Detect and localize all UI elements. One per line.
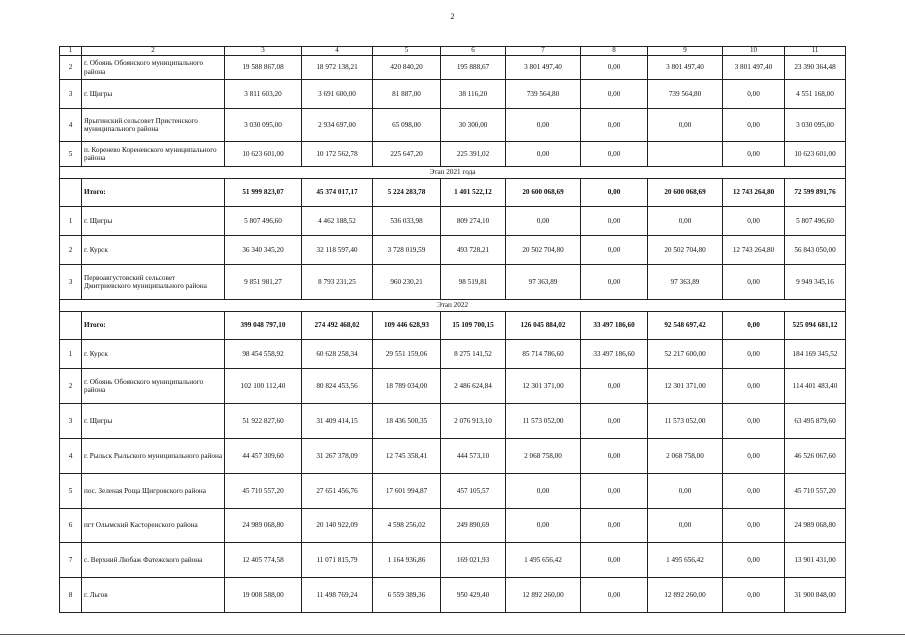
amount-cell: 18 972 138,21 — [302, 56, 373, 80]
amount-cell: 10 623 601,00 — [225, 142, 302, 167]
amount-cell: 2 076 913,10 — [441, 404, 506, 439]
table-row — [60, 340, 846, 369]
amount-cell: 63 495 879,60 — [785, 404, 846, 439]
amount-cell: 31 267 378,09 — [302, 439, 373, 474]
amount-cell: 126 045 884,02 — [506, 312, 581, 340]
amount-cell: 12 301 371,00 — [648, 369, 723, 404]
amount-cell: 0,00 — [648, 207, 723, 236]
column-header: 9 — [648, 47, 723, 56]
amount-cell: 420 840,20 — [373, 56, 441, 80]
amount-cell: 0,00 — [723, 543, 785, 578]
municipality-cell: г. Обоянь Обоянского муниципального района — [82, 56, 225, 80]
amount-cell: 98 454 558,92 — [225, 340, 302, 369]
amount-cell: 36 340 345,20 — [225, 236, 302, 265]
amount-cell: 109 446 628,93 — [373, 312, 441, 340]
amount-cell: 5 224 283,78 — [373, 179, 441, 207]
table-row — [60, 207, 846, 236]
row-number-cell: 1 — [60, 340, 82, 369]
amount-cell: 23 390 364,48 — [785, 56, 846, 80]
column-header: 1 — [60, 47, 82, 56]
amount-cell: 2 934 697,00 — [302, 109, 373, 142]
amount-cell: 20 502 704,80 — [648, 236, 723, 265]
amount-cell: 0,00 — [581, 369, 648, 404]
table-row — [60, 369, 846, 404]
amount-cell: 97 363,89 — [648, 265, 723, 300]
amount-cell: 0,00 — [723, 80, 785, 109]
amount-cell: 8 275 141,52 — [441, 340, 506, 369]
amount-cell: 46 526 067,60 — [785, 439, 846, 474]
amount-cell: 3 691 600,00 — [302, 80, 373, 109]
amount-cell: 274 492 468,02 — [302, 312, 373, 340]
column-header: 5 — [373, 47, 441, 56]
amount-cell: 809 274,10 — [441, 207, 506, 236]
municipality-cell: г. Щигры — [82, 80, 225, 109]
amount-cell: 80 824 453,56 — [302, 369, 373, 404]
amount-cell: 32 118 597,40 — [302, 236, 373, 265]
amount-cell: 11 573 052,00 — [648, 404, 723, 439]
column-header-row — [60, 47, 846, 56]
table-row — [60, 265, 846, 300]
amount-cell: 3 030 095,00 — [785, 109, 846, 142]
amount-cell: 0,00 — [581, 439, 648, 474]
amount-cell: 17 601 994,87 — [373, 474, 441, 509]
amount-cell: 249 890,69 — [441, 509, 506, 543]
amount-cell: 4 462 188,52 — [302, 207, 373, 236]
amount-cell: 0,00 — [648, 509, 723, 543]
amount-cell: 65 098,00 — [373, 109, 441, 142]
stage-label: Этап 2022 — [60, 300, 846, 312]
total-row — [60, 312, 846, 340]
stage-label: Этап 2021 года — [60, 167, 846, 179]
amount-cell: 0,00 — [506, 142, 581, 167]
table-row — [60, 236, 846, 265]
total-row — [60, 179, 846, 207]
amount-cell: 102 100 112,40 — [225, 369, 302, 404]
amount-cell: 81 887,00 — [373, 80, 441, 109]
amount-cell: 4 598 256,02 — [373, 509, 441, 543]
row-number-cell: 1 — [60, 207, 82, 236]
amount-cell: 18 789 034,00 — [373, 369, 441, 404]
amount-cell: 739 564,80 — [506, 80, 581, 109]
municipality-cell: г. Курск — [82, 340, 225, 369]
amount-cell: 0,00 — [723, 404, 785, 439]
table-row — [60, 109, 846, 142]
amount-cell: 4 551 168,00 — [785, 80, 846, 109]
amount-cell: 950 429,40 — [441, 578, 506, 613]
amount-cell: 10 172 562,78 — [302, 142, 373, 167]
amount-cell: 52 217 600,00 — [648, 340, 723, 369]
amount-cell: 3 728 019,59 — [373, 236, 441, 265]
row-number-cell: 2 — [60, 56, 82, 80]
amount-cell: 195 888,67 — [441, 56, 506, 80]
amount-cell: 0,00 — [506, 474, 581, 509]
municipality-cell: п. Коренево Кореневского муниципального района — [82, 142, 225, 167]
amount-cell: 2 068 758,00 — [648, 439, 723, 474]
municipality-cell: г. Щигры — [82, 404, 225, 439]
table-body — [60, 47, 846, 613]
table-row — [60, 56, 846, 80]
table-row — [60, 439, 846, 474]
amount-cell: 38 116,20 — [441, 80, 506, 109]
amount-cell: 56 843 050,00 — [785, 236, 846, 265]
amount-cell: 0,00 — [581, 543, 648, 578]
amount-cell: 20 502 704,80 — [506, 236, 581, 265]
amount-cell: 27 651 456,76 — [302, 474, 373, 509]
amount-cell: 5 807 496,60 — [785, 207, 846, 236]
amount-cell: 0,00 — [723, 369, 785, 404]
amount-cell: 1 401 522,12 — [441, 179, 506, 207]
municipality-cell: Итого: — [82, 179, 225, 207]
amount-cell: 5 807 496,60 — [225, 207, 302, 236]
row-number-cell — [60, 312, 82, 340]
amount-cell: 3 811 603,20 — [225, 80, 302, 109]
amount-cell: 0,00 — [581, 80, 648, 109]
amount-cell: 85 714 786,60 — [506, 340, 581, 369]
row-number-cell: 4 — [60, 439, 82, 474]
amount-cell: 20 600 068,69 — [506, 179, 581, 207]
amount-cell: 51 922 827,60 — [225, 404, 302, 439]
row-number-cell: 3 — [60, 265, 82, 300]
column-header: 10 — [723, 47, 785, 56]
amount-cell: 19 588 867,08 — [225, 56, 302, 80]
amount-cell: 0,00 — [648, 109, 723, 142]
municipality-cell: г. Курск — [82, 236, 225, 265]
amount-cell: 493 728,21 — [441, 236, 506, 265]
column-header: 4 — [302, 47, 373, 56]
stage-row — [60, 167, 846, 179]
amount-cell: 92 548 697,42 — [648, 312, 723, 340]
column-header: 6 — [441, 47, 506, 56]
amount-cell: 3 801 497,40 — [723, 56, 785, 80]
amount-cell: 10 623 601,00 — [785, 142, 846, 167]
amount-cell: 3 030 095,00 — [225, 109, 302, 142]
column-header: 8 — [581, 47, 648, 56]
amount-cell: 0,00 — [506, 109, 581, 142]
municipality-cell: г. Льгов — [82, 578, 225, 613]
amount-cell: 169 021,93 — [441, 543, 506, 578]
row-number-cell: 4 — [60, 109, 82, 142]
finance-table — [59, 46, 846, 613]
amount-cell: 0,00 — [581, 142, 648, 167]
amount-cell: 98 519,81 — [441, 265, 506, 300]
amount-cell: 0,00 — [723, 578, 785, 613]
amount-cell: 3 801 497,40 — [648, 56, 723, 80]
amount-cell: 114 401 483,40 — [785, 369, 846, 404]
amount-cell: 1 495 656,42 — [506, 543, 581, 578]
amount-cell: 0,00 — [723, 109, 785, 142]
stage-row — [60, 300, 846, 312]
amount-cell: 184 169 345,52 — [785, 340, 846, 369]
amount-cell: 457 105,57 — [441, 474, 506, 509]
amount-cell: 11 573 052,00 — [506, 404, 581, 439]
municipality-cell: Первоавгустовский сельсовет Дмитриевского муниципального района — [82, 265, 225, 300]
row-number-cell — [60, 179, 82, 207]
amount-cell: 11 071 815,79 — [302, 543, 373, 578]
amount-cell: 0,00 — [581, 578, 648, 613]
amount-cell: 225 647,20 — [373, 142, 441, 167]
amount-cell: 20 140 922,09 — [302, 509, 373, 543]
column-header: 11 — [785, 47, 846, 56]
amount-cell: 6 559 389,36 — [373, 578, 441, 613]
row-number-cell: 2 — [60, 236, 82, 265]
amount-cell: 0,00 — [581, 474, 648, 509]
amount-cell: 0,00 — [723, 474, 785, 509]
amount-cell: 960 230,21 — [373, 265, 441, 300]
municipality-cell: г. Обоянь Обоянского муниципального района — [82, 369, 225, 404]
municipality-cell: Итого: — [82, 312, 225, 340]
amount-cell: 45 710 557,20 — [225, 474, 302, 509]
amount-cell: 24 989 068,80 — [785, 509, 846, 543]
municipality-cell: пгт Олымский Касторенского района — [82, 509, 225, 543]
amount-cell: 13 901 431,00 — [785, 543, 846, 578]
amount-cell: 0,00 — [581, 236, 648, 265]
amount-cell: 12 745 358,41 — [373, 439, 441, 474]
table-row — [60, 509, 846, 543]
table-row — [60, 80, 846, 109]
municipality-cell: г. Щигры — [82, 207, 225, 236]
amount-cell: 1 495 656,42 — [648, 543, 723, 578]
amount-cell: 8 793 231,25 — [302, 265, 373, 300]
row-number-cell: 5 — [60, 474, 82, 509]
amount-cell: 0,00 — [581, 509, 648, 543]
amount-cell: 0,00 — [723, 312, 785, 340]
amount-cell: 525 094 681,12 — [785, 312, 846, 340]
amount-cell: 2 486 624,84 — [441, 369, 506, 404]
row-number-cell: 6 — [60, 509, 82, 543]
amount-cell: 9 851 981,27 — [225, 265, 302, 300]
amount-cell: 0,00 — [581, 56, 648, 80]
amount-cell: 739 564,80 — [648, 80, 723, 109]
amount-cell: 225 391,02 — [441, 142, 506, 167]
amount-cell: 12 892 260,00 — [648, 578, 723, 613]
amount-cell: 0,00 — [723, 265, 785, 300]
amount-cell: 72 599 891,76 — [785, 179, 846, 207]
municipality-cell: пос. Зеленая Роща Щигровского района — [82, 474, 225, 509]
row-number-cell: 3 — [60, 404, 82, 439]
amount-cell: 18 436 500,35 — [373, 404, 441, 439]
table-row — [60, 474, 846, 509]
amount-cell: 0,00 — [723, 207, 785, 236]
column-header: 7 — [506, 47, 581, 56]
amount-cell: 51 999 823,07 — [225, 179, 302, 207]
amount-cell: 12 892 260,00 — [506, 578, 581, 613]
municipality-cell: г. Рыльск Рыльского муниципального района — [82, 439, 225, 474]
amount-cell: 33 497 186,60 — [581, 340, 648, 369]
amount-cell: 12 301 371,00 — [506, 369, 581, 404]
amount-cell: 31 900 848,00 — [785, 578, 846, 613]
amount-cell: 0,00 — [581, 265, 648, 300]
amount-cell: 30 300,00 — [441, 109, 506, 142]
amount-cell: 12 405 774,58 — [225, 543, 302, 578]
amount-cell: 0,00 — [506, 509, 581, 543]
amount-cell: 0,00 — [723, 509, 785, 543]
amount-cell: 19 008 588,00 — [225, 578, 302, 613]
amount-cell: 0,00 — [506, 207, 581, 236]
column-header: 2 — [82, 47, 225, 56]
amount-cell: 11 498 769,24 — [302, 578, 373, 613]
amount-cell: 45 710 557,20 — [785, 474, 846, 509]
row-number-cell: 7 — [60, 543, 82, 578]
amount-cell: 60 628 258,34 — [302, 340, 373, 369]
table-row — [60, 404, 846, 439]
row-number-cell: 5 — [60, 142, 82, 167]
amount-cell: 0,00 — [581, 109, 648, 142]
amount-cell: 0,00 — [648, 474, 723, 509]
row-number-cell: 3 — [60, 80, 82, 109]
amount-cell: 2 068 758,00 — [506, 439, 581, 474]
column-header: 3 — [225, 47, 302, 56]
row-number-cell: 2 — [60, 369, 82, 404]
amount-cell: 33 497 186,60 — [581, 312, 648, 340]
amount-cell: 0,00 — [581, 179, 648, 207]
amount-cell: 0,00 — [723, 340, 785, 369]
municipality-cell: с. Верхний Любаж Фатежского района — [82, 543, 225, 578]
amount-cell: 44 457 309,60 — [225, 439, 302, 474]
amount-cell: 399 048 797,10 — [225, 312, 302, 340]
table-row — [60, 543, 846, 578]
row-number-cell: 8 — [60, 578, 82, 613]
amount-cell: 536 033,98 — [373, 207, 441, 236]
table-row — [60, 142, 846, 167]
amount-cell: 1 164 936,86 — [373, 543, 441, 578]
amount-cell: 97 363,89 — [506, 265, 581, 300]
amount-cell: 12 743 264,80 — [723, 236, 785, 265]
amount-cell: 31 409 414,15 — [302, 404, 373, 439]
page-number: 2 — [450, 12, 455, 21]
amount-cell: 3 801 497,40 — [506, 56, 581, 80]
amount-cell: 0,00 — [723, 439, 785, 474]
amount-cell: 0,00 — [581, 207, 648, 236]
amount-cell: 15 109 700,15 — [441, 312, 506, 340]
amount-cell: 12 743 264,80 — [723, 179, 785, 207]
amount-cell: 29 551 159,06 — [373, 340, 441, 369]
amount-cell: 45 374 017,17 — [302, 179, 373, 207]
amount-cell: 24 989 068,80 — [225, 509, 302, 543]
municipality-cell: Ярыгинский сельсовет Пристенского муниципального района — [82, 109, 225, 142]
amount-cell — [648, 142, 723, 167]
amount-cell: 9 949 345,16 — [785, 265, 846, 300]
amount-cell: 0,00 — [723, 142, 785, 167]
amount-cell: 444 573,10 — [441, 439, 506, 474]
table-row — [60, 578, 846, 613]
bottom-divider — [0, 634, 905, 635]
amount-cell: 20 600 068,69 — [648, 179, 723, 207]
amount-cell: 0,00 — [581, 404, 648, 439]
